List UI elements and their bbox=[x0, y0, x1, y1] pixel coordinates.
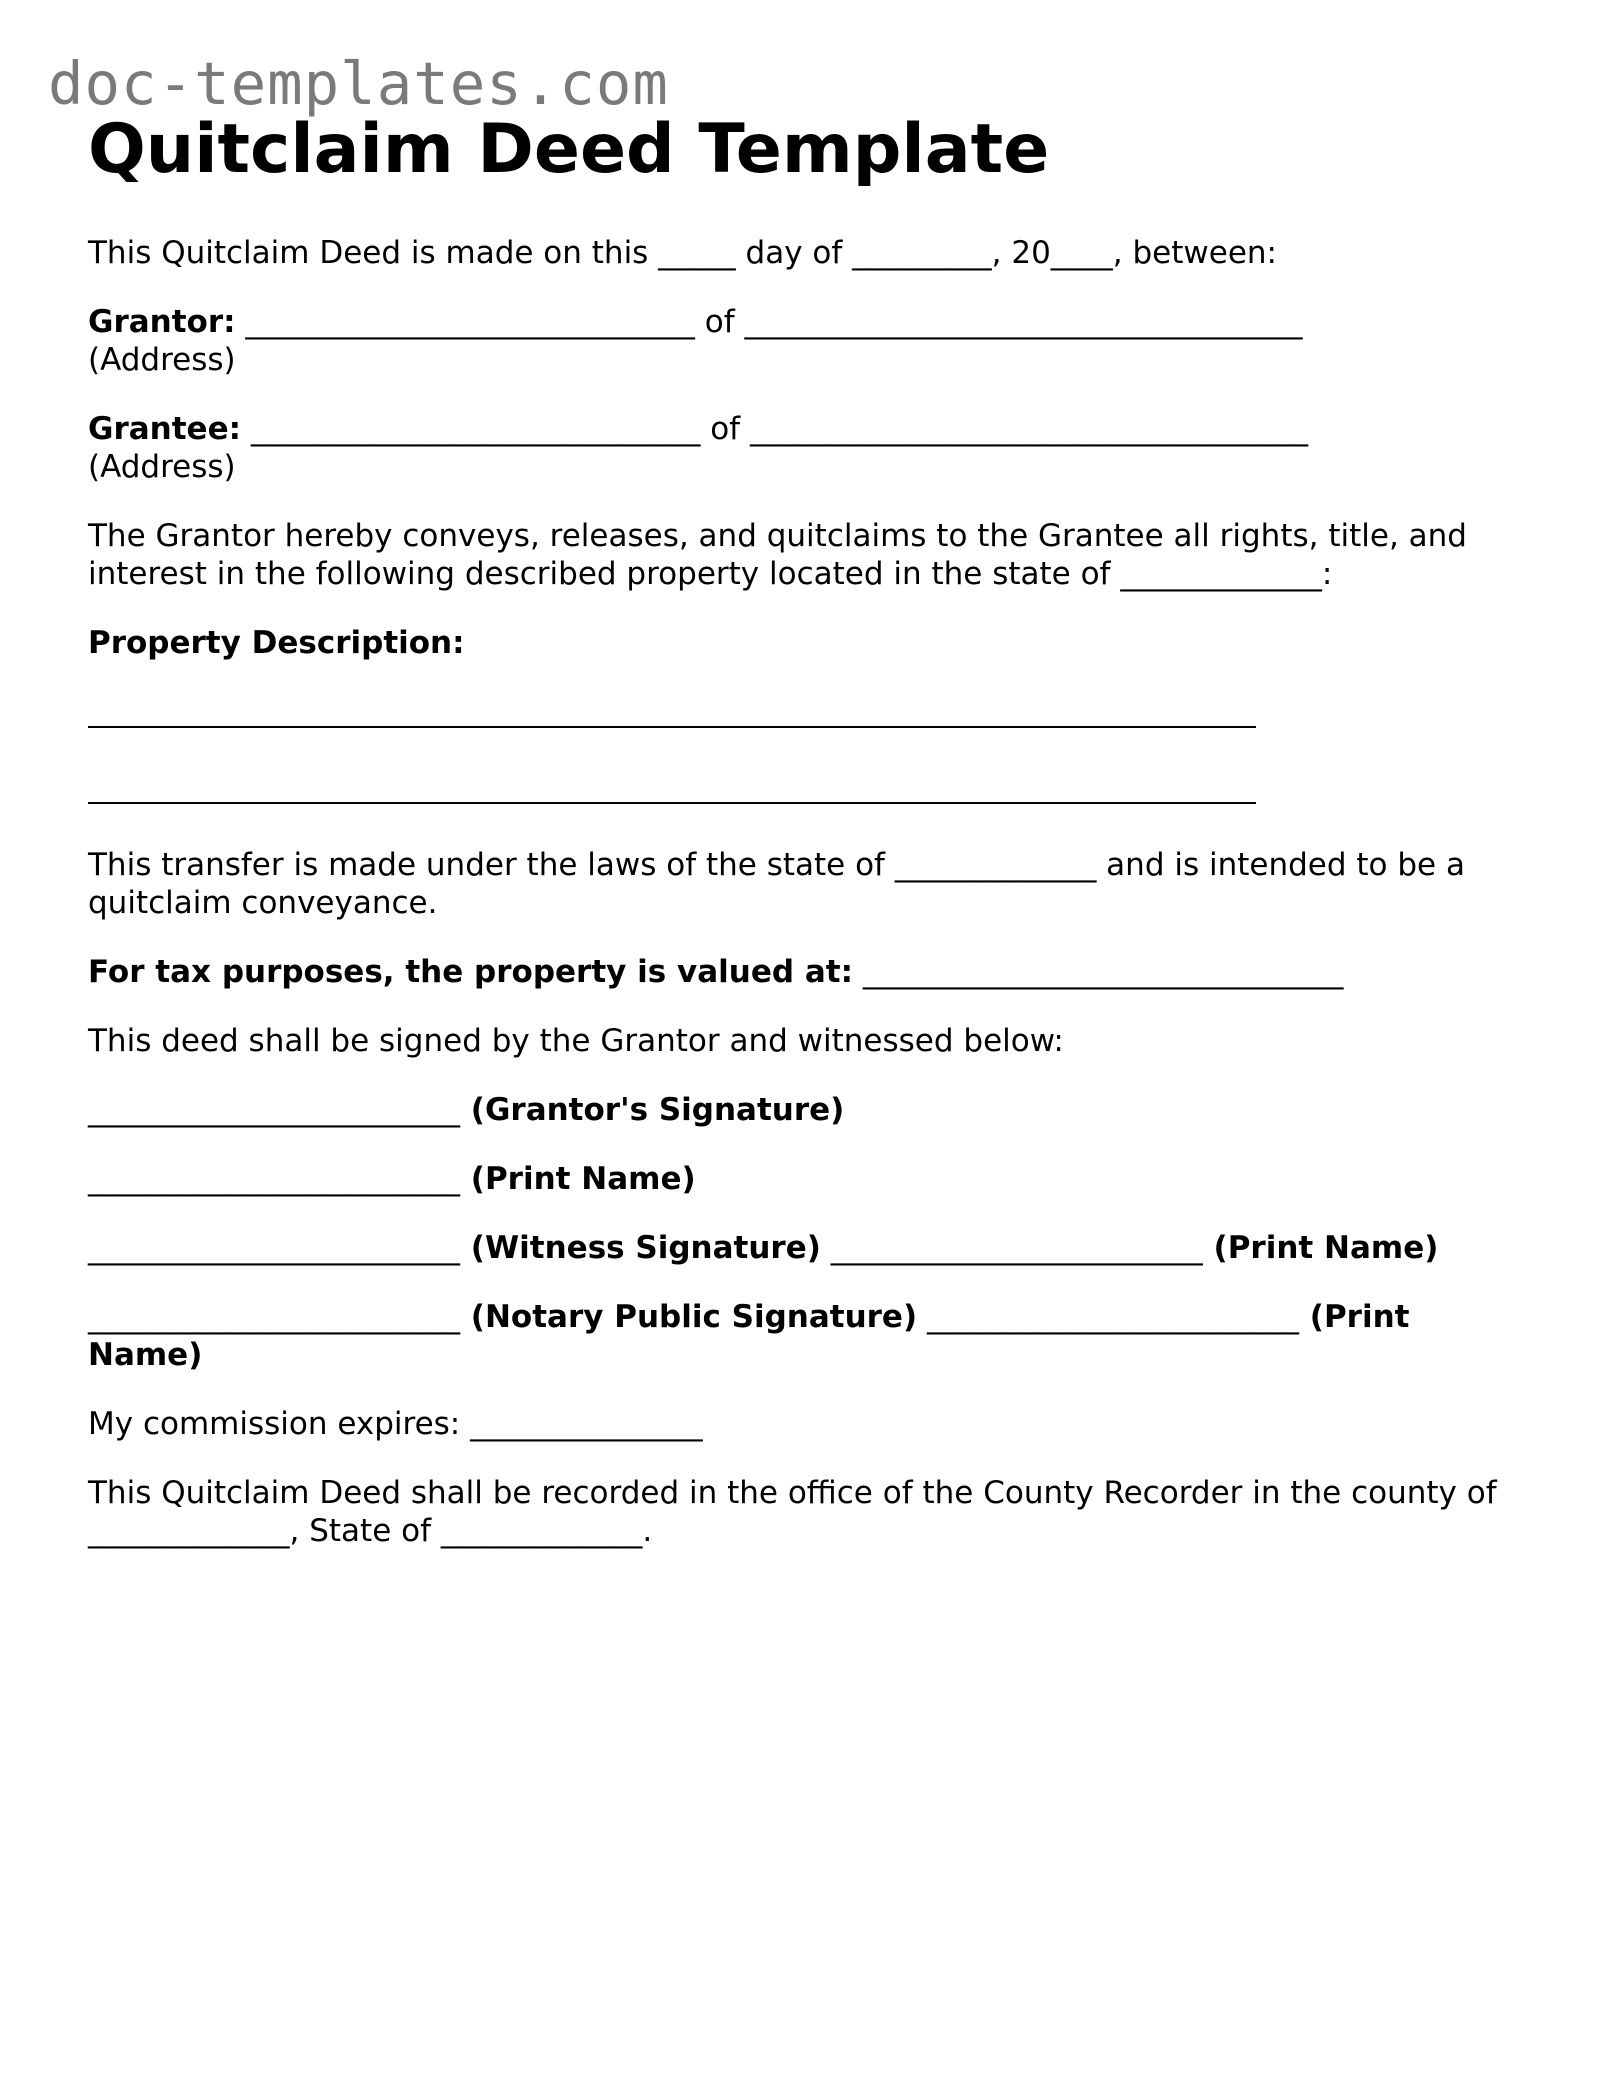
witness-print-name-line: ________________________ bbox=[820, 1230, 1203, 1266]
witness-signature-label: (Witness Signature) bbox=[460, 1230, 821, 1266]
witness-print-name-label: (Print Name) bbox=[1202, 1230, 1439, 1266]
property-description-line-1 bbox=[88, 726, 1256, 728]
tax-value-blank-line: _______________________________ bbox=[853, 954, 1344, 990]
commission-expires-paragraph: My commission expires: _______________ bbox=[88, 1406, 703, 1442]
notary-print-name-label: (Print Name) bbox=[88, 1299, 1410, 1373]
grantor-address-label: (Address) bbox=[88, 342, 236, 378]
grantee-address-label: (Address) bbox=[88, 449, 236, 485]
property-description-line-2 bbox=[88, 802, 1256, 804]
grantor-signature-label: (Grantor's Signature) bbox=[460, 1092, 845, 1128]
notary-signature-row bbox=[88, 1298, 1528, 1374]
grantor-blank-line: _____________________________ of ____________________________________ bbox=[235, 304, 1303, 340]
grantee-label: Grantee: bbox=[88, 411, 241, 447]
grantor-signature-line: ________________________ bbox=[88, 1092, 460, 1128]
grantee-blank-line: _____________________________ of ____________________________________ bbox=[241, 411, 1308, 447]
print-name-line: ________________________ bbox=[88, 1161, 460, 1197]
tax-value-label: For tax purposes, the property is valued at: bbox=[88, 954, 853, 990]
notary-signature-label: (Notary Public Signature) bbox=[460, 1299, 918, 1335]
print-name-row bbox=[88, 1160, 1528, 1198]
grantor-label: Grantor: bbox=[88, 304, 236, 340]
notary-print-name-line: ________________________ bbox=[917, 1299, 1299, 1335]
document-body bbox=[88, 108, 1528, 1550]
intro-paragraph: This Quitclaim Deed is made on this _____ day of _________, 20____, between: bbox=[88, 235, 1278, 271]
grantor-paragraph bbox=[88, 303, 1528, 379]
watermark: doc-templates.com bbox=[48, 49, 669, 118]
grantee-paragraph bbox=[88, 410, 1528, 486]
property-description-heading bbox=[88, 624, 1528, 662]
notary-signature-line: ________________________ bbox=[88, 1299, 460, 1335]
witness-signature-row bbox=[88, 1229, 1528, 1267]
tax-value-paragraph bbox=[88, 953, 1528, 991]
print-name-label: (Print Name) bbox=[460, 1161, 696, 1197]
sign-intro-paragraph: This deed shall be signed by the Grantor and witnessed below: bbox=[88, 1023, 1064, 1059]
conveyance-paragraph: The Grantor hereby conveys, releases, and quitclaims to the Grantee all rights, title, and interest in the following described property located in the state of _____________: bbox=[88, 518, 1467, 592]
page-title: Quitclaim Deed Template bbox=[88, 110, 1050, 189]
grantor-signature-row bbox=[88, 1091, 1528, 1129]
witness-signature-line: ________________________ bbox=[88, 1230, 460, 1266]
property-description-label: Property Description: bbox=[88, 625, 465, 661]
recording-paragraph: This Quitclaim Deed shall be recorded in the office of the County Recorder in the county of _____________, State of _____________. bbox=[88, 1475, 1497, 1549]
transfer-law-paragraph: This transfer is made under the laws of the state of _____________ and is intended to be a quitclaim conveyance. bbox=[88, 847, 1465, 921]
